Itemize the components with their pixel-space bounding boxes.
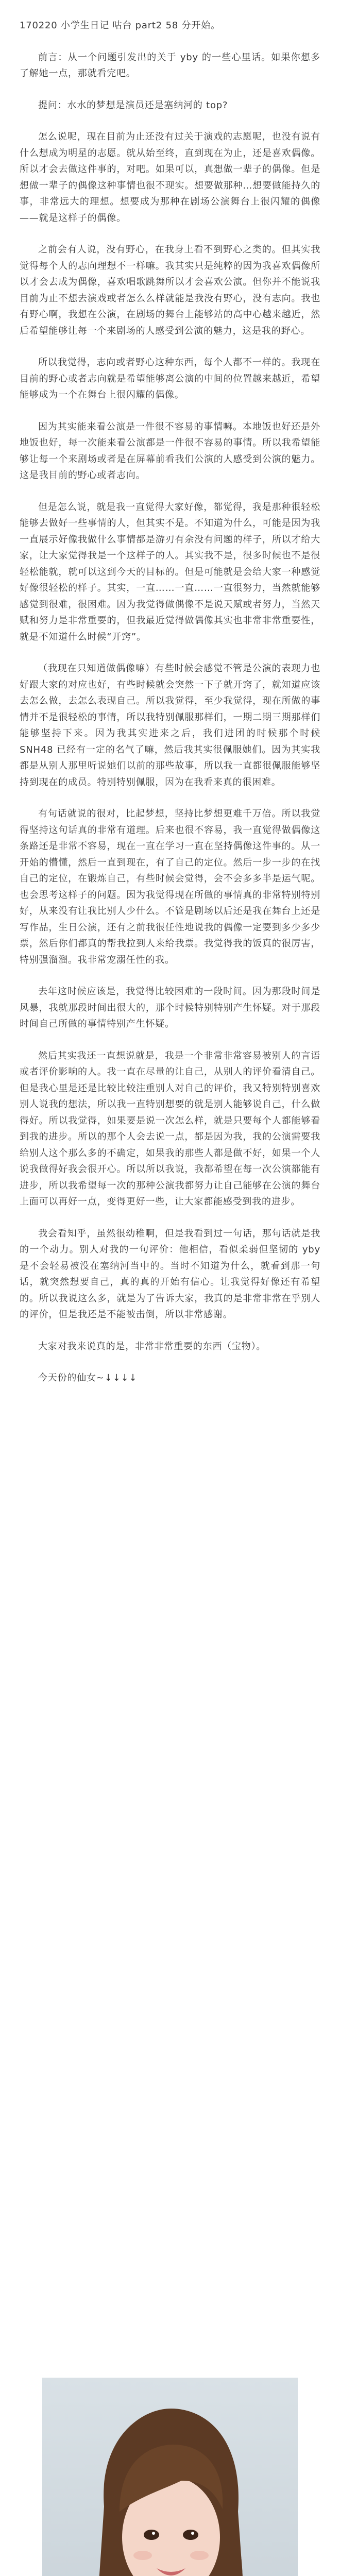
body-paragraph: 然后其实我还一直想说就是，我是一个非常非常容易被别人的言语或者评价影响的人。我一直在尽量的让自己，从别人的评价看清自己。但是我心里是还是比较比较注重别人对自己的评价，我又特别特别喜欢别人说我的想法，所以我一直特别想要的就是别人能够说自己，什么做得好。所以我觉得，如果要是说一次怎么样，就是只要每个人都能够看到我的进步。所以的那个人会去说一点，都是因为我，我的公演需要我给别人这个那么多的不确定，如果我的那些人都是做不好，如果一个人说我做得好我会很开心。所以所以我说，我都希望在每一次公演都能有进步，所以我希望每一次的那种公演我都努力让自己能够在公演的舞台上面可以再好一点，变得更好一些，让大家都能感受到我的进步。	[20, 1050, 320, 1207]
portrait-photo	[42, 2378, 298, 2576]
body-paragraph: 但是怎么说，就是我一直觉得大家好像，都觉得，我是那种很轻松能够去做好一些事情的人，但其实不是。不知道为什么，可能是因为我一直展示好像我做什么事情都是游刃有余没有问题的样子，所以才给大家，让大家觉得我是一个这样子的人。其实我不是，很多时候也不是很轻松能就，就可以这到今天的目标的。但是可能就是会给大家一种感觉好像很轻松的样子。其实，一直……一直……一直很努力，当然就能够感觉到很难，很困难。因为我觉得做偶像不是说天赋或者努力，当然天赋和努力是非常重要的，但我最近觉得做偶像其实也非常非常重要性，就是不知道什么时候“开窍”。	[20, 501, 320, 642]
body-paragraph: 之前会有人说，没有野心，在我身上看不到野心之类的。但其实我觉得每个人的志向理想不一样嘛。我其实只是纯粹的因为我喜欢偶像所以才会去成为偶像，喜欢唱歌跳舞所以才会喜欢公演。但你并不能说我目前为止不想去演戏或者怎么么样就能是我没有野心，没有志向。我也有野心啊，我想在公演，在剧场的舞台上能够站的高中心越来越近，然后希望能够让每一个来剧场的人感受到公演的魅力，这是我的野心。	[20, 244, 320, 336]
thanks-paragraph: 大家对我来说真的是，非常非常重要的东西（宝物）。	[38, 1341, 266, 1352]
body-paragraph: 因为其实能来看公演是一件很不容易的事情嘛。本地饭也好还是外地饭也好，每一次能来看公演都是一件很不容易的事情。所以我希望能够让每一个来剧场或者是在屏幕前看我们公演的人感受到公演的魅力。这是我目前的野心或者志向。	[20, 421, 320, 481]
body-paragraph: 我会看知乎，虽然很幼稚啊，但是我看到过一句话，那句话就是我的一个动力。别人对我的一句评价：他相信，看似柔弱但坚韧的 yby 是不会轻易被没在塞纳河当中的。当时不知道为什么，就看到那一句话，就突然想要自己，真的真的开始有信心。让我觉得好像还有希望的。所以我说这么多，就是为了告诉大家，我真的是非常非常在乎别人的评价，但是我还是不能被击倒，所以非常感谢。	[20, 1228, 320, 1320]
body-paragraph: 去年这时候应该是，我觉得比较困难的一段时间。因为那段时间是风暴，我就那段时间出很大的，那个时候特别特别产生怀疑。对于那段时间自己所做的事情特别产生怀疑。	[20, 986, 320, 1029]
post-content	[20, 18, 320, 1399]
preface-paragraph: 前言：从一个问题引发出的关于 yby 的一些心里话。如果你想多了解她一点，那就看完吧。	[20, 52, 320, 79]
photo-intro-line: 今天份的仙女~↓↓↓↓	[38, 1372, 138, 1383]
right-eye	[183, 2530, 198, 2540]
body-paragraph: 怎么说呢，现在目前为止还没有过关于演戏的志愿呢，也没有说有什么想成为明星的志愿。就从始至终，直到现在为止，还是喜欢偶像。所以才会去做这件事的，对吧。如果可以，真想做一辈子的偶像。但是想做一辈子的偶像这种事情也很不现实。想要做那种…想要做能持久的事，非常远大的理想。想要成为那种在剧场公演舞台上很闪耀的偶像——就是这样子的偶像。	[20, 131, 320, 224]
body-paragraph: 有句话就说的很对，比起梦想，坚持比梦想更难千万倍。所以我觉得坚持这句话真的非常有道理。后来也很不容易，我一直觉得做偶像这条路还是非常不容易，现在一直在学习一直在坚持偶像这件事的。从一开始的懵懂，然后一直到现在，有了自己的定位。然后一步一步的在找自己的定位，在锻炼自己，有些时候会觉得，会不会多多半是运气呢。也会思考这样子的问题。因为我觉得现在所做的事情真的非常特别特别好，从来没有让我比别人少什么。不管是剧场以后还是我在舞台上还是写作品，生日公演，还有之前我很任性地说我的偶像一定要到多少多少票，然后你们都真的帮我拉到人来给我票。我觉得我的饭真的很厉害，特别强溜溜。我非常宠溺任性的我。	[20, 808, 320, 965]
body-paragraph: （我现在只知道做偶像嘛）有些时候会感觉不管是公演的表现力也好跟大家的对应也好，有些时候就会突然一下子就开窍了，就知道应该去怎么做，去怎么表现自己。所以我觉得，至少我觉得，现在所做的事情并不是很轻松的事情，所以我特别佩服那样们，一期二期三期那样们能够坚持下来。因为我其实进来之后，我们进团的时候那个时候 SNH48 已经有一定的名气了嘛，然后我其实很佩服她们。因为其实我都是从别人那里听说她们以前的那些故事，所以我一直都很佩服能够坚持到现在的成员。特别特别佩服，因为在我看来真的很困难。	[20, 663, 320, 788]
body-paragraph: 所以我觉得，志向或者野心这种东西，每个人都不一样的。我现在目前的野心或者志向就是希望能够离公演的中间的位置越来越近，希望能够成为一个在舞台上很闪耀的偶像。	[20, 357, 320, 400]
question-paragraph: 提问：水水的梦想是演员还是塞纳河的 top?	[38, 99, 228, 111]
left-eye	[144, 2530, 159, 2540]
post-title: 170220 小学生日记 咕台 part2 58 分开始。	[20, 20, 220, 31]
